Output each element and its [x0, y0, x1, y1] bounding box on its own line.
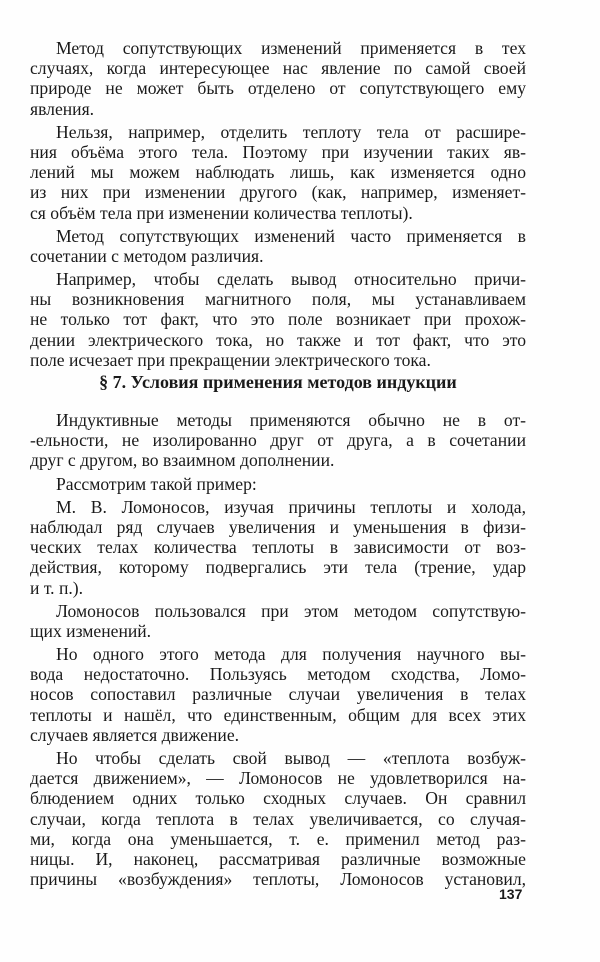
text-line: блюдением одних только сходных случаев. Он сравнил: [30, 788, 526, 809]
text-line: щих изменений.: [30, 620, 152, 641]
text-line: явления.: [30, 98, 95, 119]
text-line: Метод сопутствующих изменений применяется в тех: [56, 38, 526, 58]
text-line: сочетании с методом различия.: [30, 245, 264, 266]
text-line: природе не может быть отделено от сопутствующего ему: [30, 78, 526, 99]
text-line: наблюдал ряд случаев увеличения и уменьшения в физи-: [30, 516, 526, 537]
text-line: случаях, когда интересующее нас явление по самой своей: [30, 58, 526, 79]
paragraph: [30, 410, 526, 471]
paragraph: [30, 38, 526, 119]
section-7-body: [30, 410, 526, 892]
text-line: ния объёма этого тела. Поэтому при изучении таких яв-: [30, 141, 526, 162]
paragraph: [30, 601, 526, 641]
text-line: Но чтобы сделать свой вывод — «теплота возбуж-: [56, 748, 526, 768]
text-line: ницы. И, наконец, рассматривая различные возможные: [30, 848, 526, 869]
text-line: случаев является движение.: [30, 724, 240, 745]
paragraph: [30, 226, 526, 266]
text-line: причины «возбуждения» теплоты, Ломоносов установил,: [30, 869, 526, 890]
text-line: вода недостаточно. Пользуясь методом сходства, Ломо-: [30, 664, 526, 685]
section-intro: [30, 38, 526, 373]
paragraph: [30, 748, 526, 889]
paragraph: [30, 269, 526, 370]
text-line: ны возникновения магнитного поля, мы устанавливаем: [30, 289, 526, 310]
text-line: дении электрического тока, но также и тот факт, что это: [30, 329, 526, 350]
text-line: Нельзя, например, отделить теплоту тела от расшире-: [56, 121, 526, 142]
text-line: М. В. Ломоносов, изучая причины теплоты и холода,: [56, 496, 526, 517]
text-line: лений мы можем наблюдать лишь, как изменяется одно: [30, 162, 526, 183]
paragraph: [30, 474, 526, 494]
text-line: действия, которому подвергались эти тела (трение, удар: [30, 557, 526, 578]
text-line: ся объём тела при изменении количества теплоты).: [30, 202, 413, 223]
text-line: не только тот факт, что это поле возникает при прохож-: [30, 309, 526, 330]
text-line: и т. п.).: [30, 577, 84, 598]
text-line: ми, когда она уменьшается, т. е. применил метод раз-: [30, 828, 526, 849]
text-line: ческих телах количества теплоты в зависимости от воз-: [30, 537, 526, 558]
text-line: -ельности, не изолированно друг от друга, а в сочетании: [30, 430, 526, 451]
text-line: из них при изменении другого (как, например, изменяет-: [30, 182, 526, 203]
text-line: Метод сопутствующих изменений часто применяется в: [56, 225, 526, 246]
text-line: друг с другом, во взаимном дополнении.: [30, 450, 335, 471]
text-line: Рассмотрим такой пример:: [56, 473, 257, 494]
paragraph: [30, 497, 526, 598]
text-line: Например, чтобы сделать вывод относительно причи-: [56, 269, 526, 290]
text-line: поле исчезает при прекращении электрического тока.: [30, 349, 431, 370]
text-line: дается движением», — Ломоносов не удовлетворился на-: [30, 768, 526, 789]
page-number: 137: [499, 886, 523, 902]
text-line: носов сопоставил различные случаи увеличения в телах: [30, 684, 526, 705]
paragraph: [30, 644, 526, 745]
text-line: Ломоносов пользовался при этом методом сопутствую-: [56, 600, 526, 621]
section-heading: § 7. Условия применения методов индукции: [99, 372, 457, 392]
paragraph: [30, 122, 526, 223]
text-line: Индуктивные методы применяются обычно не в от-: [56, 410, 526, 430]
text-line: Но одного этого метода для получения научного вы-: [56, 644, 526, 665]
text-line: теплоты и нашёл, что единственным, общим для всех этих: [30, 704, 526, 725]
text-line: случаи, когда теплота в телах увеличивается, со случая-: [30, 808, 526, 829]
